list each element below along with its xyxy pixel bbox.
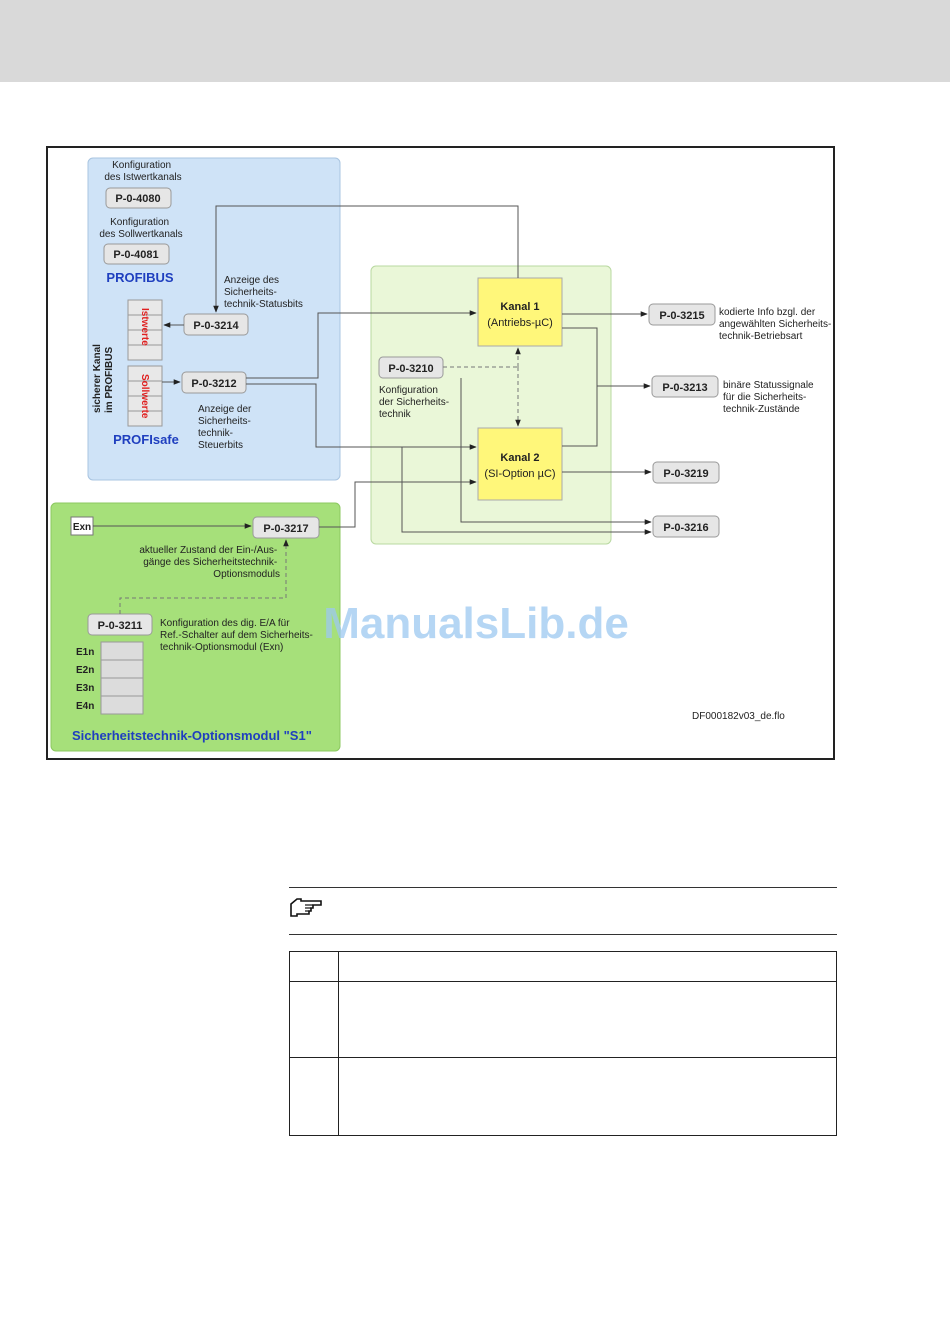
profisafe-title: PROFIsafe: [113, 432, 179, 447]
svg-text:P-0-3214: P-0-3214: [193, 320, 239, 332]
param-p3215[interactable]: [649, 304, 715, 325]
p3210-note: Konfiguration der Sicherheits- technik: [379, 385, 450, 420]
p3213-note: binäre Statussignale für die Sicherheits- technik-Zustände: [723, 380, 814, 415]
svg-text:E3n: E3n: [76, 683, 95, 694]
svg-text:P-0-3216: P-0-3216: [663, 522, 709, 534]
svg-text:P-0-3217: P-0-3217: [263, 523, 309, 535]
table-cell: [290, 952, 339, 982]
status-note: Anzeige des Sicherheits- technik-Statusbits: [224, 275, 303, 310]
table-header-row: [290, 952, 837, 982]
param-p3211[interactable]: [88, 614, 152, 635]
table-row: [290, 1058, 837, 1136]
param-p4081[interactable]: [104, 244, 169, 264]
svg-text:P-0-3211: P-0-3211: [97, 620, 143, 632]
note-box: [289, 887, 837, 935]
param-p3216[interactable]: [653, 516, 719, 537]
safety-signal-diagram: [46, 146, 835, 760]
svg-text:P-0-3212: P-0-3212: [191, 378, 237, 390]
svg-text:P-0-3215: P-0-3215: [659, 310, 705, 322]
param-p3210[interactable]: [379, 357, 443, 378]
param-p3213[interactable]: [652, 376, 718, 397]
svg-text:P-0-3219: P-0-3219: [663, 468, 709, 480]
svg-text:Kanal 1: Kanal 1: [500, 301, 540, 313]
svg-text:Sollwerte: Sollwerte: [139, 374, 150, 419]
svg-text:Kanal 2: Kanal 2: [500, 452, 540, 464]
table-cell: [290, 1058, 339, 1136]
pointing-hand-icon: [289, 896, 323, 918]
svg-text:P-0-3210: P-0-3210: [388, 363, 434, 375]
profibus-title: PROFIBUS: [106, 270, 174, 285]
table-cell: [339, 1058, 837, 1136]
p3217-note: aktueller Zustand der Ein-/Aus- gänge des Sicherheitstechnik- Optionsmoduls: [139, 545, 280, 580]
istwerte-stack: [128, 300, 162, 360]
cfg-ist-label: Konfiguration des Istwertkanals: [104, 160, 182, 183]
steuer-note: Anzeige der Sicherheits- technik- Steuerbits: [198, 404, 252, 451]
param-p3217[interactable]: [253, 517, 319, 538]
svg-text:E4n: E4n: [76, 701, 95, 712]
svg-text:Exn: Exn: [72, 522, 92, 533]
kanal1-box[interactable]: [478, 278, 562, 346]
exn-box: [71, 517, 93, 535]
info-table: [289, 951, 837, 1136]
svg-text:P-0-4080: P-0-4080: [115, 193, 161, 205]
s1-title: Sicherheitstechnik-Optionsmodul "S1": [72, 728, 312, 743]
svg-text:E2n: E2n: [76, 665, 95, 676]
p3211-note: Konfiguration des dig. E/A für Ref.-Schalter auf dem Sicherheits- technik-Optionsmodul (Exn): [160, 618, 313, 653]
cfg-soll-label: Konfiguration des Sollwertkanals: [99, 217, 183, 240]
svg-text:(SI-Option µC): (SI-Option µC): [484, 468, 556, 480]
file-reference: DF000182v03_de.flo: [692, 711, 785, 722]
param-p4080[interactable]: [106, 188, 171, 208]
table-cell: [339, 982, 837, 1058]
table-cell: [290, 982, 339, 1058]
table-cell: [339, 952, 837, 982]
param-p3219[interactable]: [653, 462, 719, 483]
table-row: [290, 982, 837, 1058]
svg-text:P-0-4081: P-0-4081: [113, 249, 159, 261]
watermark: ManualsLib.de: [323, 599, 629, 648]
svg-text:Istwerte: Istwerte: [139, 308, 150, 346]
svg-text:P-0-3213: P-0-3213: [662, 382, 708, 394]
kanal2-box[interactable]: [478, 428, 562, 500]
svg-text:E1n: E1n: [76, 647, 95, 658]
param-p3214[interactable]: [184, 314, 248, 335]
svg-text:(Antriebs-µC): (Antriebs-µC): [487, 317, 553, 329]
channel-side-label: sicherer Kanal im PROFIBUS: [92, 344, 115, 413]
header-band: [0, 0, 950, 82]
sollwerte-stack: [128, 366, 162, 426]
p3215-note: kodierte Info bzgl. der angewählten Sicherheits- technik-Betriebsart: [719, 307, 832, 342]
param-p3212[interactable]: [182, 372, 246, 393]
